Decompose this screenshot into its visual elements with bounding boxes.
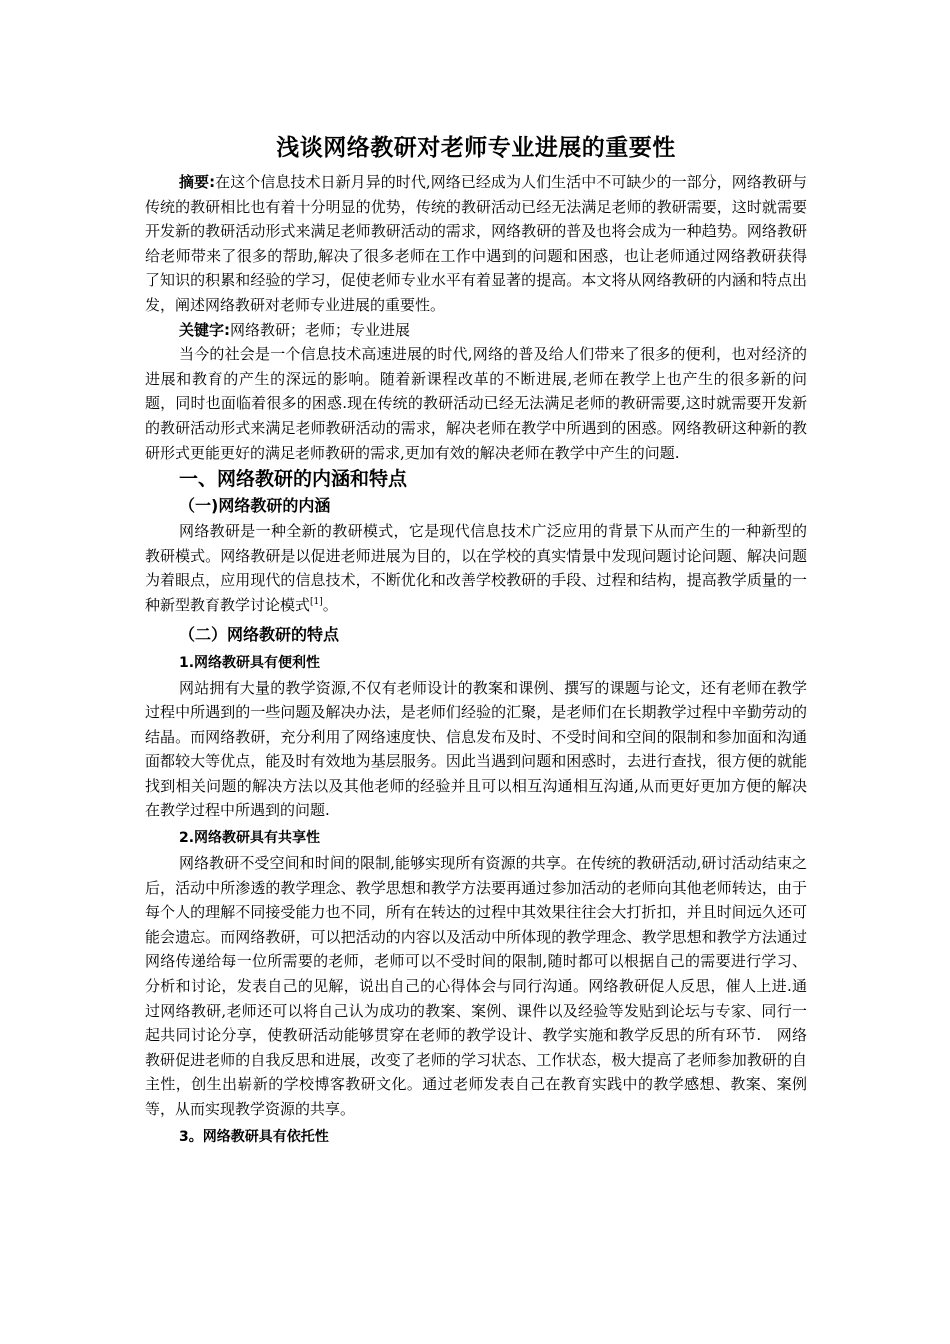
connotation-paragraph xyxy=(145,519,807,617)
feature-paragraph-sharing: 网络教研不受空间和时间的限制,能够实现所有资源的共享。在传统的教研活动,研讨活动结束之后，活动中所渗透的教学理念、教学思想和教学方法要再通过参加活动的老师向其他老师转达，由于每个人的理解不同接受能力也不同，所有在转达的过程中其效果往往会大打折扣，并且时间远久还可能会遗忘。而网络教研，可以把活动的内容以及活动中所体现的教学理念、教学思想和教学方法通过网络传递给每一位所需要的老师，老师可以不受时间的限制,随时都可以根据自己的需要进行学习、分析和讨论，发表自己的见解，说出自己的心得体会与同行沟通。网络教研促人反思，催人上进.通过网络教研,老师还可以将自己认为成功的教案、案例、课件以及经验等发贴到论坛与专家、同行一起共同讨论分享，使教研活动能够贯穿在老师的教学设计、教学实施和教学反思的所有环节. 网络教研促进老师的自我反思和进展，改变了老师的学习状态、工作状态，极大提高了老师参加教研的自主性，创生出崭新的学校博客教研文化。通过老师发表自己在教育实践中的教学感想、教案、案例等，从而实现教学资源的共享。 xyxy=(145,854,807,1118)
abstract-paragraph xyxy=(145,170,807,318)
feature-heading-dependence: 3。网络教研具有依托性 xyxy=(179,1128,329,1145)
intro-paragraph: 当今的社会是一个信息技术高速进展的时代,网络的普及给人们带来了很多的便利，也对经济的进展和教育的产生的深远的影响。随着新课程改革的不断进展,老师在教学上也产生的很多新的问题，同时也面临着很多的困惑.现在传统的教研活动已经无法满足老师的教研需要,这时就需要开发新的教研活动形式来满足老师教研活动的需求，解决老师在教学中所遇到的困惑。网络教研这种新的教研形式更能更好的满足老师教研的需求,更加有效的解决老师在教学中产生的问题. xyxy=(145,345,807,462)
keywords-text: 网络教研；老师；专业进展 xyxy=(230,320,411,339)
document-title: 浅谈网络教研对老师专业进展的重要性 xyxy=(276,135,676,161)
abstract-label: 摘要: xyxy=(179,173,216,191)
feature-heading-convenience: 1.网络教研具有便利性 xyxy=(179,654,321,671)
connotation-text: 网络教研是一种全新的教研模式，它是现代信息技术广泛应用的背景下从而产生的一种新型的教研模式。网络教研是以促进老师进展为目的，以在学校的真实情景中发现问题讨论问题、解决问题为着眼点，应用现代的信息技术，不断优化和改善学校教研的手段、过程和结构，提高教学质量的一种新型教育教学讨论模式 xyxy=(145,522,807,614)
subsection-heading-features: （二）网络教研的特点 xyxy=(179,624,340,644)
abstract-text: 在这个信息技术日新月异的时代,网络已经成为人们生活中不可缺少的一部分，网络教研与传统的教研相比也有着十分明显的优势，传统的教研活动已经无法满足老师的教研需要，这时就需要开发新的教研活动形式来满足老师教研活动的需求，网络教研的普及也将会成为一种趋势。网络教研给老师带来了很多的帮助,解决了很多老师在工作中遇到的问题和困惑，也让老师通过网络教研获得了知识的积累和经验的学习，促使老师专业水平有着显著的提高。本文将从网络教研的内涵和特点出发，阐述网络教研对老师专业进展的重要性。 xyxy=(145,173,807,314)
connotation-end: 。 xyxy=(322,595,338,614)
feature-paragraph-convenience: 网站拥有大量的教学资源,不仅有老师设计的教案和课例、撰写的课题与论文，还有老师在教学过程中所遇到的一些问题及解决办法，是老师们经验的汇聚，是老师们在长期教学过程中辛勤劳动的结晶。而网络教研，充分利用了网络速度快、信息发布及时、不受时间和空间的限制和参加面和沟通面都较大等优点，能及时有效地为基层服务。因此当遇到问题和困惑时，去进行查找，很方便的就能找到相关问题的解决方法以及其他老师的经验并且可以相互沟通相互沟通,从而更好更加方便的解决在教学过程中所遇到的问题. xyxy=(145,678,807,820)
document-page xyxy=(145,128,807,1150)
keywords-paragraph xyxy=(145,318,807,343)
section-heading-1: 一、网络教研的内涵和特点 xyxy=(179,468,408,491)
subsection-heading-connotation: （一)网络教研的内涵 xyxy=(179,496,331,516)
keywords-label: 关键字: xyxy=(179,320,230,339)
citation-ref: [1] xyxy=(310,596,323,607)
feature-heading-sharing: 2.网络教研具有共享性 xyxy=(179,830,321,847)
